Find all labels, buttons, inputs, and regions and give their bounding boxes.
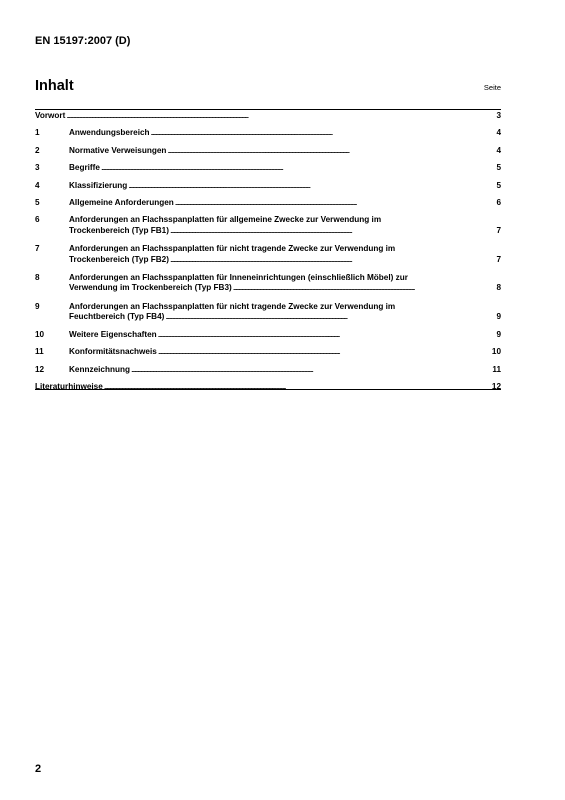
- dot-leader: [158, 330, 494, 340]
- toc-entry-page: 12: [491, 381, 501, 391]
- toc-entry-title: Vorwort: [35, 111, 66, 120]
- dot-leader: [66, 111, 494, 121]
- dot-leader: [170, 255, 494, 265]
- toc-entry[interactable]: [35, 215, 501, 236]
- toc-entry-title: Konformitätsnachweis: [69, 347, 157, 357]
- toc-entry-number: 8: [35, 273, 40, 283]
- toc-entry-page: 7: [496, 254, 501, 264]
- toc-entry-title: Allgemeine Anforderungen: [69, 198, 174, 208]
- toc-entry[interactable]: [35, 365, 501, 375]
- toc-entry-page: 3: [496, 111, 501, 120]
- page-title: Inhalt: [35, 78, 74, 94]
- toc-entry-title: Anwendungsbereich: [69, 128, 150, 138]
- dot-leader: [131, 365, 491, 375]
- toc-entry-page: 9: [496, 329, 501, 339]
- toc-entry[interactable]: [35, 273, 501, 294]
- toc-entry-number: 12: [35, 364, 45, 374]
- toc-entry-page: 11: [492, 364, 501, 374]
- toc-entry-title: Verwendung im Trockenbereich (Typ FB3): [69, 283, 232, 293]
- toc-entry-number: 2: [35, 145, 40, 155]
- toc-entry-title: Literaturhinweise: [35, 381, 103, 391]
- dot-leader: [128, 181, 494, 191]
- toc-entry-page: 5: [496, 180, 501, 190]
- toc-entry-page: 7: [496, 225, 501, 235]
- toc-entry-number: 10: [35, 329, 45, 339]
- toc-entry-number: 5: [35, 198, 40, 208]
- toc-entry[interactable]: [35, 347, 501, 357]
- document-id: EN 15197:2007 (D): [35, 35, 131, 47]
- toc-entry-title: Feuchtbereich (Typ FB4): [69, 312, 165, 322]
- page-column-label: Seite: [483, 83, 501, 92]
- toc-entry-title: Anforderungen an Flachsspanplatten für nicht tragende Zwecke zur Verwendung im: [69, 301, 396, 311]
- toc-entry[interactable]: [35, 146, 501, 156]
- toc-entry-number: 1: [35, 128, 40, 138]
- toc-entry-number: 4: [35, 180, 40, 190]
- toc-entry-title: Anforderungen an Flachsspanplatten für allgemeine Zwecke zur Verwendung im: [69, 215, 382, 225]
- toc-entry-number: 9: [35, 301, 40, 311]
- toc-entry-number: 3: [35, 163, 40, 173]
- toc-entry-page: 4: [496, 145, 501, 155]
- dot-leader: [167, 146, 494, 156]
- toc-entry-page: 9: [496, 312, 501, 322]
- dot-leader: [165, 312, 494, 322]
- dot-leader: [170, 226, 494, 236]
- toc-entry-number: 6: [35, 215, 40, 225]
- toc-entry[interactable]: [35, 330, 501, 340]
- toc-entry[interactable]: [35, 302, 501, 323]
- toc-top-rule: [35, 109, 501, 110]
- toc-entry-number: 11: [35, 347, 44, 357]
- dot-leader: [175, 198, 494, 208]
- toc-entry[interactable]: [35, 382, 501, 392]
- toc-entry-title: Trockenbereich (Typ FB2): [69, 254, 169, 264]
- toc-entry[interactable]: [35, 244, 501, 265]
- toc-entry-title: Weitere Eigenschaften: [69, 329, 157, 339]
- toc-entry-title: Normative Verweisungen: [69, 145, 167, 155]
- toc-entry[interactable]: [35, 181, 501, 191]
- page-number: 2: [35, 763, 42, 775]
- toc-entry-page: 8: [496, 283, 501, 293]
- toc-entry-number: 7: [35, 244, 40, 254]
- table-of-contents: [35, 111, 501, 392]
- toc-entry-title: Trockenbereich (Typ FB1): [69, 225, 169, 235]
- toc-entry-title: Anforderungen an Flachsspanplatten für nicht tragende Zwecke zur Verwendung im: [69, 244, 396, 254]
- toc-entry-page: 5: [496, 163, 501, 173]
- toc-entry-page: 4: [496, 128, 501, 138]
- toc-bottom-rule: [35, 389, 501, 390]
- toc-entry[interactable]: [35, 198, 501, 208]
- toc-entry-title: Begriffe: [69, 163, 100, 173]
- toc-entry-title: Kennzeichnung: [69, 364, 130, 374]
- toc-entry-title: Anforderungen an Flachsspanplatten für Inneneinrichtungen (einschließlich Möbel) zur: [69, 273, 408, 283]
- dot-leader: [151, 128, 494, 138]
- dot-leader: [101, 163, 494, 173]
- toc-entry-title: Klassifizierung: [69, 180, 128, 190]
- toc-entry[interactable]: [35, 111, 501, 121]
- dot-leader: [104, 382, 491, 392]
- dot-leader: [233, 283, 494, 293]
- dot-leader: [158, 347, 491, 357]
- toc-entry-page: 10: [491, 347, 501, 357]
- toc-entry[interactable]: [35, 128, 501, 138]
- toc-entry-page: 6: [496, 198, 501, 208]
- toc-entry[interactable]: [35, 163, 501, 173]
